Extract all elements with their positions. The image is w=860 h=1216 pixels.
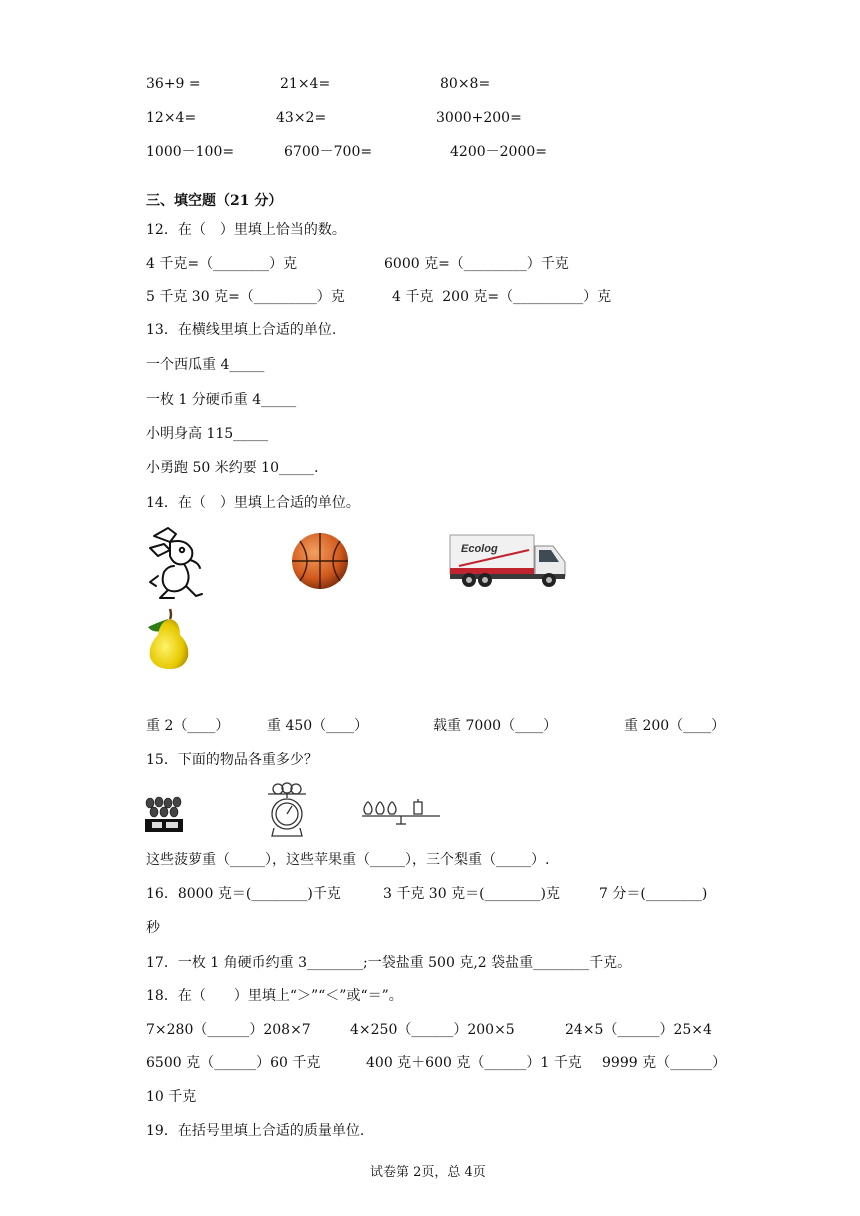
q18-r2b: 400 克＋600 克（______）1 千克	[366, 1055, 582, 1071]
q14-answer-4: 重 200（____）	[624, 718, 726, 734]
q12-r2b: 4 千克 200 克=（__________）克	[392, 289, 612, 305]
q13-l1: 一个西瓜重 4_____	[146, 357, 265, 373]
q13-l4: 小勇跑 50 米约要 10_____.	[146, 460, 319, 476]
page-footer: 试卷第 2页，总 4页	[370, 1165, 486, 1180]
arith-1-3: 80×8=	[440, 76, 491, 92]
q16-a: 16．8000 克＝(________)千克	[146, 886, 341, 902]
arith-3-2: 6700－700=	[284, 144, 373, 160]
truck-logo: Ecolog	[461, 543, 498, 555]
pear-balance-image	[360, 798, 442, 834]
q14-answer-2: 重 450（____）	[267, 718, 369, 734]
q18-r1b: 4×250（______）200×5	[350, 1022, 515, 1038]
pineapple-scale-image	[144, 795, 184, 833]
pear-image	[142, 605, 194, 671]
q12-r2a: 5 千克 30 克=（_________）克	[146, 289, 345, 305]
arith-3-3: 4200－2000=	[450, 144, 547, 160]
arith-2-1: 12×4=	[146, 110, 197, 126]
q14-answer-3: 载重 7000（____）	[433, 718, 558, 734]
section-title: 三、填空题（21 分）	[146, 193, 283, 209]
arith-1-1: 36+9 =	[146, 76, 201, 92]
q16-d: 秒	[146, 920, 160, 936]
q15-answer: 这些菠萝重（_____），这些苹果重（_____），三个梨重（_____）.	[146, 852, 550, 868]
q19-stem: 19．在括号里填上合适的质量单位.	[146, 1123, 365, 1139]
q18-r2a: 6500 克（______）60 千克	[146, 1055, 321, 1071]
q18-r3: 10 千克	[146, 1089, 197, 1105]
q17-text: 17．一枚 1 角硬币约重 3________;一袋盐重 500 克,2 袋盐重________千克。	[146, 955, 632, 971]
q18-r2c: 9999 克（______）	[602, 1055, 727, 1071]
arith-2-2: 43×2=	[276, 110, 327, 126]
q18-stem: 18．在（ ）里填上“＞”“＜”或“＝”。	[146, 988, 403, 1004]
q16-b: 3 千克 30 克＝(________)克	[383, 886, 560, 902]
apple-dial-scale-image	[264, 782, 310, 838]
q12-r1a: 4 千克=（________）克	[146, 256, 298, 272]
q18-r1a: 7×280（______）208×7	[146, 1022, 311, 1038]
q13-stem: 13．在横线里填上合适的单位.	[146, 322, 337, 338]
arith-1-2: 21×4=	[280, 76, 331, 92]
rabbit-image	[146, 524, 204, 600]
q12-stem: 12．在（ ）里填上恰当的数。	[146, 222, 346, 238]
q16-c: 7 分＝(________)	[599, 886, 708, 902]
q18-r1c: 24×5（______）25×4	[565, 1022, 712, 1038]
truck-image	[449, 532, 567, 590]
arith-2-3: 3000+200=	[436, 110, 522, 126]
q14-stem: 14．在（ ）里填上合适的单位。	[146, 495, 360, 511]
q13-l3: 小明身高 115_____	[146, 426, 269, 442]
q12-r1b: 6000 克=（_________）千克	[384, 256, 569, 272]
arith-3-1: 1000－100=	[146, 144, 235, 160]
q13-l2: 一枚 1 分硬币重 4_____	[146, 392, 297, 408]
q15-stem: 15．下面的物品各重多少？	[146, 752, 318, 768]
basketball-image	[290, 530, 350, 592]
q14-answer-1: 重 2（____）	[146, 718, 230, 734]
